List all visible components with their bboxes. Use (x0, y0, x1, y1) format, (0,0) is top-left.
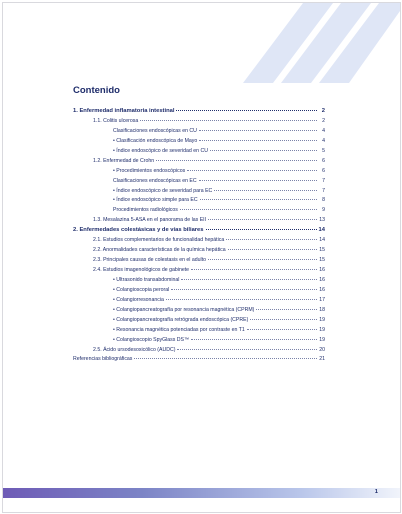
toc-entry[interactable] (73, 286, 325, 296)
toc-entry-label: 2.4. Estudios imagenológicos de gabinete (93, 267, 190, 273)
document-page (2, 2, 401, 513)
footer-bar (3, 488, 400, 498)
toc-entry-page: 6 (322, 167, 325, 174)
toc-entry-page: 6 (322, 157, 325, 164)
toc-dot-leader (191, 339, 317, 340)
toc-entry-label: 2.2. Anormalidades características de la química hepática (93, 247, 226, 254)
toc-entry-label: • Colangiopancreatografía por resonancia magnética (CPRM) (113, 306, 255, 313)
toc-entry[interactable] (73, 167, 325, 177)
toc-entry-label: 1.3. Mesalazina 5-ASA en el panorama de las EII (93, 217, 207, 224)
toc-entry-page: 17 (319, 296, 325, 303)
toc-entry-label: 2.5. Ácido ursodesoxicólico (AUDC) (93, 346, 176, 353)
toc-entry-page: 8 (322, 197, 325, 204)
toc-entry-page: 14 (319, 237, 325, 244)
toc-dot-leader (166, 299, 317, 300)
toc-entry-page: 14 (318, 227, 325, 234)
toc-dot-leader (176, 110, 317, 111)
toc-dot-leader (191, 269, 317, 270)
toc-entry-page: 16 (319, 276, 325, 283)
toc-entry[interactable] (73, 226, 325, 236)
toc-entry-page: 15 (319, 257, 325, 264)
toc-entry-page: 2 (322, 117, 325, 124)
toc-entry[interactable] (73, 276, 325, 286)
toc-entry[interactable] (73, 177, 325, 187)
toc-dot-leader (226, 239, 317, 240)
toc-entry[interactable] (73, 256, 325, 266)
toc-entry[interactable] (73, 246, 325, 256)
toc-dot-leader (200, 199, 317, 200)
toc-dot-leader (199, 180, 317, 181)
toc-dot-leader (134, 358, 317, 359)
toc-entry-label: • Índice endoscópico simple para EC (113, 197, 198, 204)
toc-entry-label: Clasificaciones endoscópicas en CU (113, 127, 197, 134)
toc-dot-leader (199, 140, 317, 141)
toc-entry-label: 1.1. Colitis ulcerosa (93, 117, 139, 124)
toc-dot-leader (208, 259, 317, 260)
toc-entry[interactable] (73, 355, 325, 365)
toc-entry-label: • Colangioscopia peroral (113, 286, 170, 293)
toc-entry-label: • Clasificación endoscópica de Mayo (113, 137, 198, 144)
toc-entry[interactable] (73, 157, 325, 167)
toc-entry[interactable] (73, 147, 325, 157)
toc-entry-page: 9 (322, 207, 325, 214)
toc-dot-leader (206, 229, 317, 230)
toc-dot-leader (171, 289, 317, 290)
toc-entry-page: 19 (319, 336, 325, 343)
toc-entry[interactable] (73, 117, 325, 127)
toc-dot-leader (247, 329, 317, 330)
toc-dot-leader (181, 279, 317, 280)
toc-dot-leader (208, 219, 317, 220)
toc-entry-page: 7 (322, 187, 325, 194)
toc-entry-page: 16 (319, 286, 325, 293)
toc-dot-leader (177, 349, 317, 350)
toc-entry[interactable] (73, 107, 325, 117)
toc-entry-label: 2.1. Estudios complementarios de funcionalidad hepática (93, 237, 225, 244)
toc-entry[interactable] (73, 216, 325, 226)
toc-entry[interactable] (73, 266, 325, 276)
toc-entry-page: 7 (322, 177, 325, 184)
toc-dot-leader (228, 249, 317, 250)
toc-entry-label: Procedimientos radiológicos (113, 207, 178, 214)
toc-entry-page: 4 (322, 137, 325, 144)
toc-entry-label: • Procedimientos endoscópicos (113, 167, 186, 174)
page-title: Contenido (73, 85, 120, 96)
toc-entry[interactable] (73, 316, 325, 326)
toc-entry-page: 19 (319, 326, 325, 333)
toc-entry[interactable] (73, 127, 325, 137)
toc-entry[interactable] (73, 296, 325, 306)
toc-entry-page: 18 (319, 306, 325, 313)
toc-entry[interactable] (73, 206, 325, 216)
toc-dot-leader (187, 170, 317, 171)
toc-entry-label: • Resonancia magnética potenciadas por contraste en T1 (113, 326, 245, 333)
decorative-stripes (3, 3, 400, 83)
toc-dot-leader (180, 209, 317, 210)
toc-entry[interactable] (73, 306, 325, 316)
toc-entry-page: 16 (319, 267, 325, 273)
footer-page-number: 1 (374, 489, 378, 495)
toc-entry[interactable] (73, 187, 325, 197)
table-of-contents (73, 107, 325, 365)
toc-entry-page: 4 (322, 127, 325, 134)
toc-entry-page: 20 (319, 346, 325, 353)
toc-dot-leader (256, 309, 317, 310)
toc-entry-label: 1. Enfermedad inflamatoria intestinal (73, 108, 175, 114)
toc-dot-leader (156, 160, 317, 161)
toc-entry-label: 1.2. Enfermedad de Crohn (93, 157, 155, 164)
toc-entry-label: • Colangiopancreatografía retrógrada endoscópica (CPRE) (113, 316, 249, 323)
toc-entry[interactable] (73, 336, 325, 346)
toc-dot-leader (210, 150, 317, 151)
toc-entry-label: 2. Enfermedades colestásicas y de vías biliares (73, 227, 204, 234)
toc-dot-leader (199, 130, 317, 131)
toc-entry[interactable] (73, 346, 325, 356)
toc-dot-leader (214, 190, 317, 191)
toc-dot-leader (140, 120, 317, 121)
toc-entry-page: 13 (319, 217, 325, 224)
toc-entry-label: • Ultrasonido transabdominal (113, 276, 180, 283)
toc-entry-label: • Índice endoscópico de severidad para EC (113, 187, 213, 194)
toc-dot-leader (250, 319, 317, 320)
toc-entry-page: 15 (319, 247, 325, 254)
toc-entry[interactable] (73, 137, 325, 147)
toc-entry-page: 2 (321, 108, 325, 114)
toc-entry-label: • Colangiorresonancia (113, 296, 164, 303)
toc-entry-page: 19 (319, 316, 325, 323)
toc-entry-label: Referencias bibliográficas (73, 356, 133, 363)
toc-entry-label: • Índice endoscópico de severidad en CU (113, 147, 208, 154)
toc-entry[interactable] (73, 326, 325, 336)
toc-entry-page: 21 (319, 356, 325, 363)
toc-entry-label: • Colangioscopio SpyGlass DS™ (113, 336, 190, 343)
toc-entry-page: 5 (322, 147, 325, 154)
toc-entry-label: 2.3. Principales causas de colestasis en el adulto (93, 257, 207, 264)
toc-entry[interactable] (73, 236, 325, 246)
toc-entry-label: Clasificaciones endoscópicas en EC (113, 177, 197, 184)
toc-entry[interactable] (73, 196, 325, 206)
